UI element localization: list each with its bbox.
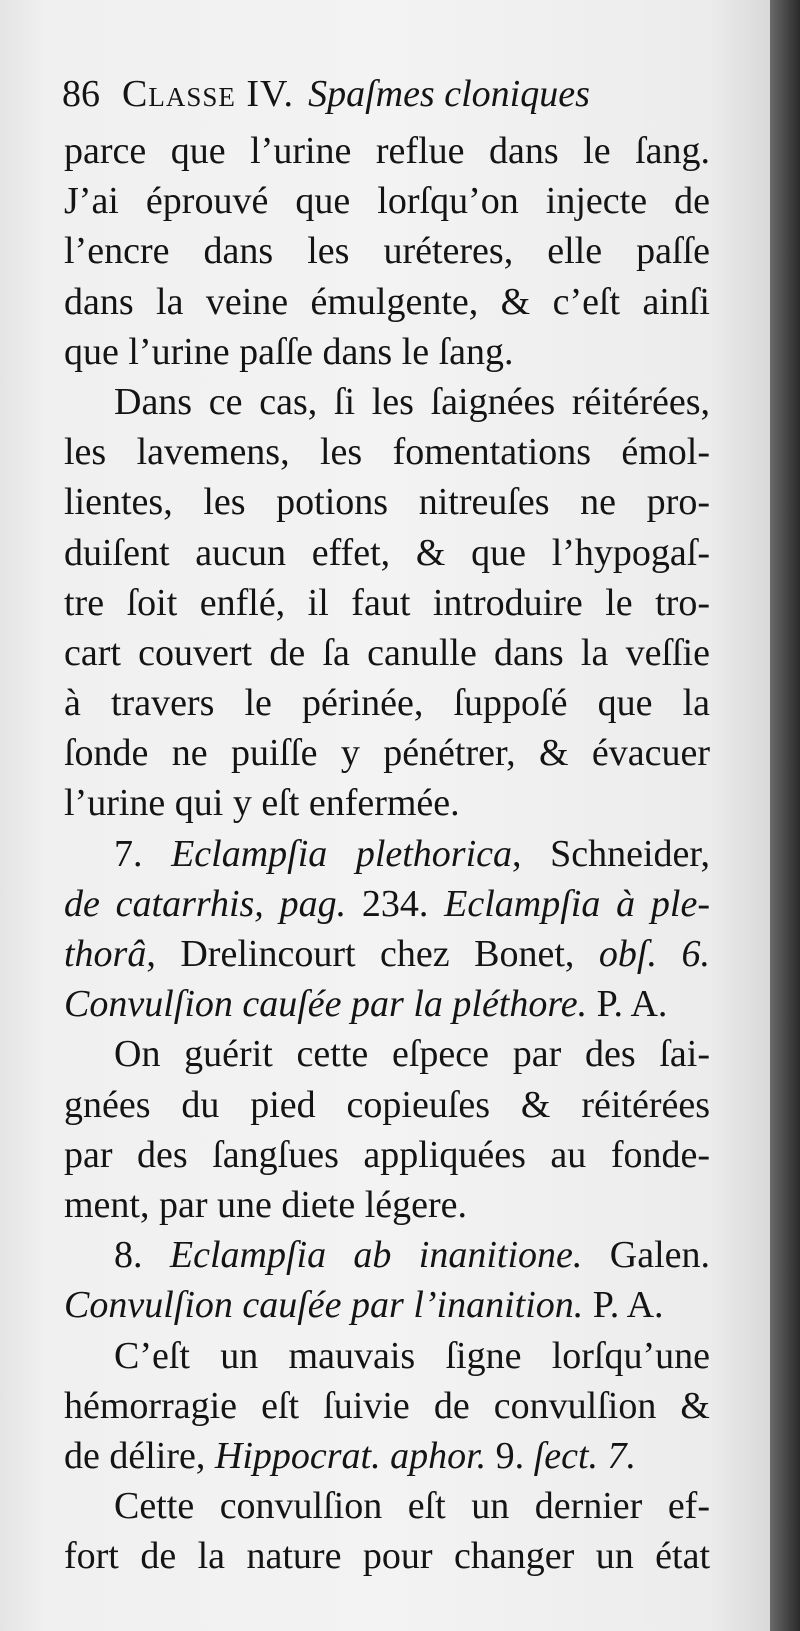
text-line <box>64 929 710 979</box>
text-line: dans la veine émulgente, & c’eſt ainſi <box>64 280 710 323</box>
text-line: C’eſt un mauvais ſigne lorſqu’une <box>114 1334 710 1377</box>
body-text <box>64 126 710 1581</box>
text-span: Galen. <box>582 1234 710 1277</box>
text-line: que l’urine paſſe dans le ſang. <box>64 330 514 373</box>
text-line: les lavemens, les fomentations émol- <box>64 431 710 474</box>
text-line: par des ſangſues appliquées au fonde- <box>64 1133 710 1176</box>
text-span: , Drelincourt chez Bonet, <box>146 933 599 975</box>
text-line: l’encre dans les uréteres, elle paſſe <box>64 230 710 273</box>
text-line: Dans ce cas, ſi les ſaignées réitérées, <box>114 380 710 423</box>
text-span: P. A. <box>587 983 668 1026</box>
page-edge-shadow <box>770 0 800 1631</box>
text-line: parce que l’urine reflue dans le ſang. <box>64 130 710 172</box>
italic-term: obſ. 6. <box>598 933 710 975</box>
text-line: lientes, les potions nitreuſes ne pro- <box>64 481 710 524</box>
text-line: Cette convulſion eſt un dernier ef- <box>114 1485 710 1528</box>
entry-number: 8. <box>114 1234 170 1277</box>
running-header <box>62 64 712 124</box>
text-span: 9. <box>486 1434 534 1477</box>
text-line: On guérit cette eſpece par des ſai- <box>114 1033 710 1076</box>
italic-term: Eclampſia ab inanitione. <box>169 1234 583 1277</box>
text-span: P. A. <box>583 1284 664 1327</box>
text-line: l’urine qui y eſt enfermée. <box>64 782 460 825</box>
text-line: ſonde ne puiſſe y pénétrer, & évacuer <box>64 732 710 775</box>
text-line: fort de la nature pour changer un état <box>64 1535 710 1578</box>
italic-term: Convulſion cauſée par l’inanition. <box>64 1284 584 1327</box>
italic-term: Eclampſia plethorica <box>171 832 513 875</box>
text-line: gnées du pied copieuſes & réitérées <box>64 1083 710 1126</box>
entry-number: 7. <box>114 832 172 875</box>
text-line: tre ſoit enflé, il faut introduire le tro- <box>64 581 710 624</box>
text-line <box>64 879 710 929</box>
page-number: 86 <box>62 73 100 115</box>
text-line: ment, par une diete légere. <box>64 1183 468 1226</box>
italic-term: Convulſion cauſée par la pléthore. <box>64 983 588 1026</box>
italic-term: Eclampſia à ple- <box>444 882 710 925</box>
text-line: duiſent aucun effet, & que l’hypogaſ- <box>64 531 710 574</box>
text-line <box>64 1280 710 1330</box>
italic-term: Hippocrat. aphor. <box>214 1434 487 1477</box>
text-line <box>64 979 710 1029</box>
text-line: J’ai éprouvé que lorſqu’on injecte de <box>64 180 710 223</box>
italic-term: de catarrhis, pag. <box>64 882 347 925</box>
text-line <box>64 1431 710 1481</box>
class-label: Classe IV. <box>122 73 295 115</box>
text-span: de délire, <box>64 1434 215 1477</box>
text-span: 234. <box>346 882 445 925</box>
italic-term: thorâ <box>64 933 147 975</box>
text-line: cart couvert de ſa canulle dans la veſſie <box>64 631 710 674</box>
text-line: hémorragie eſt ſuivie de convulſion & <box>64 1384 710 1427</box>
text-line: à travers le périnée, ſuppoſé que la <box>64 682 710 725</box>
running-subtitle: Spaſmes cloniques <box>308 73 590 115</box>
italic-term: ſect. 7. <box>533 1434 637 1477</box>
text-line <box>64 1230 710 1280</box>
text-span: , Schneider, <box>512 832 710 875</box>
text-line <box>64 829 710 879</box>
